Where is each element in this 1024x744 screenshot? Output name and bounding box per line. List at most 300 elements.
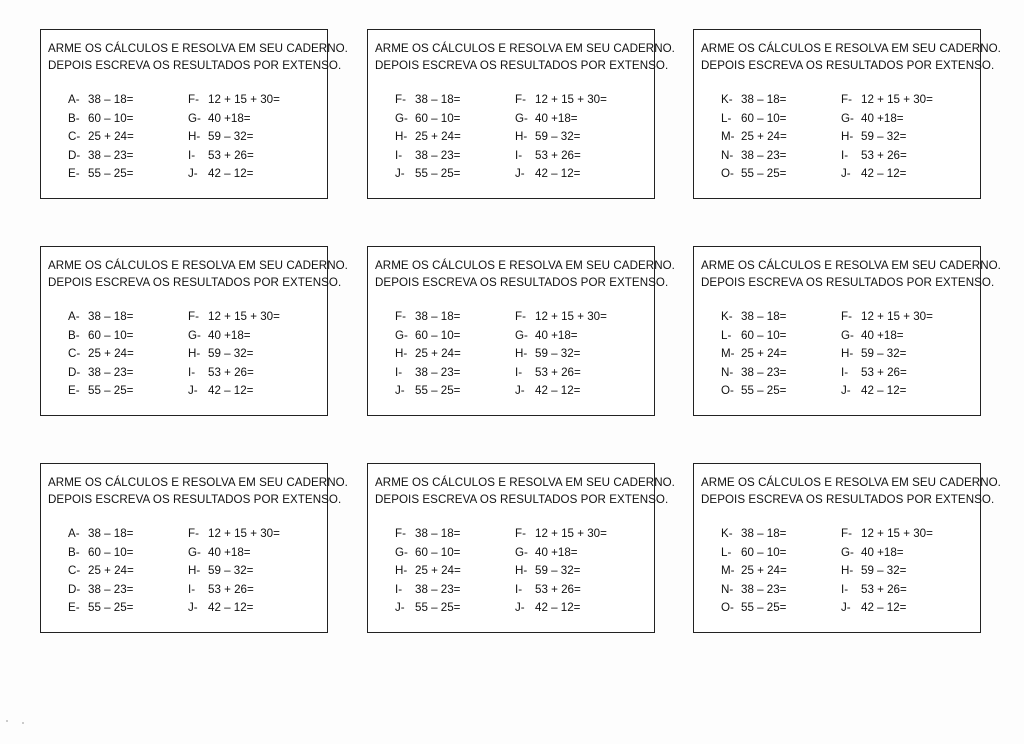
exercise-item <box>721 364 787 383</box>
exercise-item <box>395 562 461 581</box>
instruction-line: DEPOIS ESCREVA OS RESULTADOS POR EXTENSO. <box>48 493 342 506</box>
exercise-expression: 53 + 26= <box>535 365 581 379</box>
exercise-column-left <box>395 308 461 401</box>
exercise-label: D- <box>68 582 81 596</box>
exercise-expression: 38 – 18= <box>88 310 134 323</box>
exercise-item <box>841 327 933 346</box>
exercise-label: I- <box>841 582 849 596</box>
exercise-expression: 53 + 26= <box>208 365 254 379</box>
exercise-label: H- <box>188 130 201 144</box>
exercise-expression: 42 – 12= <box>535 601 581 615</box>
exercise-expression: 55 – 25= <box>88 384 134 398</box>
exercise-expression: 60 – 10= <box>415 328 461 342</box>
exercise-label: A- <box>68 93 80 106</box>
exercise-item <box>841 599 933 618</box>
exercise-item <box>515 91 607 110</box>
exercise-expression: 59 – 32= <box>861 564 907 578</box>
exercise-column-right <box>515 308 607 401</box>
card-instructions <box>48 474 348 508</box>
exercise-label: O- <box>721 601 734 615</box>
exercise-expression: 60 – 10= <box>741 111 787 125</box>
exercise-item <box>721 308 787 327</box>
exercise-expression: 38 – 18= <box>415 93 461 106</box>
exercise-label: G- <box>515 545 528 559</box>
exercise-expression: 40 +18= <box>861 111 904 125</box>
exercise-expression: 53 + 26= <box>535 148 581 162</box>
exercise-expression: 59 – 32= <box>861 347 907 361</box>
exercise-expression: 38 – 23= <box>415 148 461 162</box>
exercise-label: J- <box>188 167 198 181</box>
exercise-label: N- <box>721 582 734 596</box>
exercise-expression: 40 +18= <box>535 111 578 125</box>
exercise-card <box>40 29 348 199</box>
exercise-label: I- <box>395 148 403 162</box>
exercise-expression: 25 + 24= <box>741 564 787 578</box>
exercise-expression: 42 – 12= <box>208 384 254 398</box>
exercise-expression: 38 – 23= <box>741 365 787 379</box>
exercise-item <box>188 165 280 184</box>
exercise-label: I- <box>841 148 849 162</box>
exercise-label: G- <box>188 545 201 559</box>
exercise-label: H- <box>841 564 854 578</box>
card-instructions <box>375 40 675 74</box>
exercise-card <box>693 463 1001 633</box>
exercise-label: O- <box>721 167 734 181</box>
exercise-item <box>188 128 280 147</box>
exercise-expression: 42 – 12= <box>861 384 907 398</box>
exercise-label: F- <box>395 93 406 106</box>
exercise-expression: 55 – 25= <box>415 601 461 615</box>
exercise-label: L- <box>721 328 732 342</box>
exercise-expression: 40 +18= <box>208 545 251 559</box>
exercise-item <box>515 110 607 129</box>
exercise-item <box>841 110 933 129</box>
exercise-item <box>68 562 134 581</box>
exercise-item <box>395 91 461 110</box>
exercise-label: B- <box>68 111 80 125</box>
exercise-expression: 42 – 12= <box>535 167 581 181</box>
exercise-expression: 55 – 25= <box>88 601 134 615</box>
exercise-expression: 42 – 12= <box>208 167 254 181</box>
instruction-line: DEPOIS ESCREVA OS RESULTADOS POR EXTENSO. <box>48 276 342 289</box>
exercise-item <box>515 599 607 618</box>
exercise-label: I- <box>395 365 403 379</box>
exercise-item <box>721 147 787 166</box>
exercise-expression: 25 + 24= <box>415 564 461 578</box>
exercise-expression: 38 – 23= <box>88 365 134 379</box>
exercise-expression: 40 +18= <box>208 111 251 125</box>
exercise-column-left <box>721 308 787 401</box>
exercise-item <box>515 128 607 147</box>
exercise-card <box>367 246 675 416</box>
exercise-item <box>395 308 461 327</box>
exercise-label: F- <box>515 93 526 106</box>
instruction-line: ARME OS CÁLCULOS E RESOLVA EM SEU CADERNO. <box>701 476 1001 489</box>
exercise-item <box>188 599 280 618</box>
exercise-label: J- <box>188 384 198 398</box>
exercise-item <box>515 382 607 401</box>
exercise-item <box>68 364 134 383</box>
exercise-item <box>68 128 134 147</box>
exercise-item <box>395 165 461 184</box>
exercise-item <box>188 581 280 600</box>
exercise-label: G- <box>841 111 854 125</box>
exercise-label: F- <box>841 93 852 106</box>
exercise-expression: 12 + 15 + 30= <box>861 93 933 106</box>
exercise-item <box>395 110 461 129</box>
exercise-expression: 40 +18= <box>208 328 251 342</box>
exercise-expression: 38 – 18= <box>415 527 461 540</box>
exercise-expression: 55 – 25= <box>741 601 787 615</box>
instruction-line: DEPOIS ESCREVA OS RESULTADOS POR EXTENSO. <box>701 493 995 506</box>
exercise-column-left <box>68 525 134 618</box>
exercise-item <box>515 364 607 383</box>
exercise-expression: 25 + 24= <box>88 347 134 361</box>
exercise-column-right <box>188 525 280 618</box>
exercise-expression: 38 – 18= <box>741 527 787 540</box>
instruction-line: ARME OS CÁLCULOS E RESOLVA EM SEU CADERNO. <box>48 42 348 55</box>
exercise-item <box>841 165 933 184</box>
exercise-item <box>841 91 933 110</box>
exercise-label: H- <box>841 130 854 144</box>
exercise-label: F- <box>188 310 199 323</box>
exercise-item <box>68 544 134 563</box>
exercise-column-left <box>721 91 787 184</box>
exercise-expression: 40 +18= <box>861 328 904 342</box>
exercise-expression: 12 + 15 + 30= <box>208 527 280 540</box>
exercise-item <box>395 544 461 563</box>
exercise-label: I- <box>188 582 196 596</box>
exercise-expression: 55 – 25= <box>415 167 461 181</box>
exercise-item <box>721 345 787 364</box>
exercise-label: L- <box>721 545 732 559</box>
exercise-label: B- <box>68 328 80 342</box>
exercise-column-right <box>188 91 280 184</box>
card-instructions <box>701 40 1001 74</box>
exercise-item <box>68 308 134 327</box>
exercise-item <box>841 581 933 600</box>
exercise-item <box>721 544 787 563</box>
instruction-line: ARME OS CÁLCULOS E RESOLVA EM SEU CADERNO. <box>375 259 675 272</box>
exercise-item <box>395 364 461 383</box>
exercise-label: G- <box>515 111 528 125</box>
exercise-label: K- <box>721 527 733 540</box>
exercise-expression: 38 – 23= <box>415 582 461 596</box>
exercise-label: K- <box>721 93 733 106</box>
exercise-item <box>188 327 280 346</box>
instruction-line: ARME OS CÁLCULOS E RESOLVA EM SEU CADERNO. <box>701 259 1001 272</box>
exercise-expression: 60 – 10= <box>88 111 134 125</box>
exercise-expression: 25 + 24= <box>88 564 134 578</box>
exercise-item <box>515 544 607 563</box>
instruction-line: ARME OS CÁLCULOS E RESOLVA EM SEU CADERNO. <box>48 259 348 272</box>
exercise-column-left <box>721 525 787 618</box>
exercise-expression: 12 + 15 + 30= <box>535 93 607 106</box>
exercise-label: C- <box>68 564 81 578</box>
exercise-label: L- <box>721 111 732 125</box>
exercise-label: I- <box>188 365 196 379</box>
exercise-label: I- <box>395 582 403 596</box>
exercise-label: J- <box>515 167 525 181</box>
exercise-label: F- <box>515 310 526 323</box>
exercise-label: G- <box>188 111 201 125</box>
exercise-expression: 12 + 15 + 30= <box>535 527 607 540</box>
exercise-column-right <box>188 308 280 401</box>
exercise-label: J- <box>395 384 405 398</box>
exercise-expression: 25 + 24= <box>88 130 134 144</box>
exercise-item <box>721 581 787 600</box>
exercise-label: H- <box>395 130 408 144</box>
exercise-column-left <box>68 308 134 401</box>
exercise-item <box>188 147 280 166</box>
exercise-item <box>188 345 280 364</box>
exercise-item <box>841 128 933 147</box>
instruction-line: DEPOIS ESCREVA OS RESULTADOS POR EXTENSO. <box>48 59 342 72</box>
exercise-item <box>515 147 607 166</box>
exercise-label: A- <box>68 527 80 540</box>
exercise-item <box>841 562 933 581</box>
exercise-item <box>68 525 134 544</box>
exercise-label: J- <box>395 601 405 615</box>
exercise-item <box>395 382 461 401</box>
exercise-label: M- <box>721 130 735 144</box>
exercise-expression: 38 – 23= <box>88 582 134 596</box>
exercise-card <box>367 463 675 633</box>
exercise-label: G- <box>395 111 408 125</box>
exercise-label: D- <box>68 148 81 162</box>
card-instructions <box>375 474 675 508</box>
exercise-item <box>395 327 461 346</box>
exercise-item <box>515 581 607 600</box>
exercise-label: G- <box>395 328 408 342</box>
exercise-expression: 38 – 18= <box>741 310 787 323</box>
exercise-item <box>515 327 607 346</box>
exercise-column-left <box>68 91 134 184</box>
scan-speck <box>6 720 8 722</box>
exercise-expression: 55 – 25= <box>741 384 787 398</box>
exercise-expression: 59 – 32= <box>208 564 254 578</box>
exercise-expression: 55 – 25= <box>415 384 461 398</box>
exercise-label: F- <box>188 527 199 540</box>
exercise-card <box>40 463 348 633</box>
exercise-label: N- <box>721 148 734 162</box>
exercise-item <box>68 345 134 364</box>
instruction-line: ARME OS CÁLCULOS E RESOLVA EM SEU CADERNO. <box>701 42 1001 55</box>
exercise-label: J- <box>841 167 851 181</box>
exercise-card <box>40 246 348 416</box>
exercise-expression: 59 – 32= <box>208 130 254 144</box>
exercise-item <box>395 128 461 147</box>
exercise-label: A- <box>68 310 80 323</box>
exercise-label: F- <box>188 93 199 106</box>
exercise-column-right <box>515 525 607 618</box>
exercise-label: E- <box>68 384 80 398</box>
exercise-label: J- <box>188 601 198 615</box>
exercise-column-right <box>515 91 607 184</box>
exercise-label: J- <box>515 601 525 615</box>
exercise-item <box>395 147 461 166</box>
exercise-item <box>841 525 933 544</box>
exercise-expression: 40 +18= <box>861 545 904 559</box>
exercise-expression: 60 – 10= <box>415 545 461 559</box>
exercise-item <box>515 308 607 327</box>
exercise-item <box>841 382 933 401</box>
exercise-label: F- <box>395 527 406 540</box>
exercise-item <box>841 544 933 563</box>
exercise-item <box>188 364 280 383</box>
exercise-expression: 42 – 12= <box>861 167 907 181</box>
exercise-label: H- <box>515 347 528 361</box>
exercise-label: H- <box>841 347 854 361</box>
exercise-label: C- <box>68 347 81 361</box>
exercise-expression: 38 – 23= <box>415 365 461 379</box>
exercise-expression: 38 – 23= <box>88 148 134 162</box>
exercise-column-left <box>395 525 461 618</box>
exercise-label: J- <box>395 167 405 181</box>
exercise-item <box>841 364 933 383</box>
exercise-label: F- <box>841 527 852 540</box>
exercise-expression: 38 – 18= <box>741 93 787 106</box>
exercise-expression: 42 – 12= <box>208 601 254 615</box>
exercise-column-right <box>841 525 933 618</box>
exercise-expression: 53 + 26= <box>208 582 254 596</box>
exercise-label: C- <box>68 130 81 144</box>
exercise-label: M- <box>721 564 735 578</box>
exercise-item <box>68 327 134 346</box>
exercise-item <box>721 91 787 110</box>
exercise-item <box>515 345 607 364</box>
exercise-item <box>721 128 787 147</box>
exercise-expression: 12 + 15 + 30= <box>208 93 280 106</box>
exercise-label: G- <box>841 328 854 342</box>
exercise-label: I- <box>515 148 523 162</box>
exercise-item <box>188 110 280 129</box>
exercise-item <box>395 525 461 544</box>
card-instructions <box>701 474 1001 508</box>
scan-speck <box>22 722 24 724</box>
exercise-expression: 12 + 15 + 30= <box>861 310 933 323</box>
exercise-item <box>841 147 933 166</box>
exercise-expression: 12 + 15 + 30= <box>861 527 933 540</box>
exercise-item <box>721 599 787 618</box>
exercise-item <box>841 308 933 327</box>
card-instructions <box>48 40 348 74</box>
exercise-label: F- <box>841 310 852 323</box>
instruction-line: ARME OS CÁLCULOS E RESOLVA EM SEU CADERNO. <box>375 42 675 55</box>
exercise-label: M- <box>721 347 735 361</box>
exercise-item <box>68 165 134 184</box>
exercise-expression: 38 – 23= <box>741 582 787 596</box>
exercise-item <box>188 562 280 581</box>
instruction-line: DEPOIS ESCREVA OS RESULTADOS POR EXTENSO. <box>375 59 669 72</box>
exercise-label: J- <box>515 384 525 398</box>
exercise-item <box>841 345 933 364</box>
card-instructions <box>375 257 675 291</box>
exercise-expression: 12 + 15 + 30= <box>208 310 280 323</box>
exercise-label: I- <box>188 148 196 162</box>
exercise-label: J- <box>841 601 851 615</box>
exercise-expression: 42 – 12= <box>861 601 907 615</box>
exercise-item <box>721 110 787 129</box>
exercise-expression: 60 – 10= <box>741 545 787 559</box>
exercise-item <box>188 382 280 401</box>
exercise-expression: 60 – 10= <box>88 328 134 342</box>
instruction-line: DEPOIS ESCREVA OS RESULTADOS POR EXTENSO. <box>375 493 669 506</box>
exercise-expression: 12 + 15 + 30= <box>535 310 607 323</box>
exercise-column-left <box>395 91 461 184</box>
exercise-expression: 53 + 26= <box>861 148 907 162</box>
exercise-label: I- <box>841 365 849 379</box>
exercise-label: F- <box>395 310 406 323</box>
exercise-label: H- <box>188 347 201 361</box>
exercise-expression: 59 – 32= <box>535 564 581 578</box>
instruction-line: DEPOIS ESCREVA OS RESULTADOS POR EXTENSO. <box>375 276 669 289</box>
exercise-item <box>395 581 461 600</box>
exercise-expression: 38 – 18= <box>88 93 134 106</box>
exercise-label: J- <box>841 384 851 398</box>
card-instructions <box>48 257 348 291</box>
exercise-card <box>367 29 675 199</box>
exercise-expression: 53 + 26= <box>535 582 581 596</box>
exercise-label: N- <box>721 365 734 379</box>
exercise-expression: 40 +18= <box>535 545 578 559</box>
exercise-label: B- <box>68 545 80 559</box>
exercise-expression: 40 +18= <box>535 328 578 342</box>
exercise-column-right <box>841 308 933 401</box>
exercise-item <box>188 544 280 563</box>
instruction-line: ARME OS CÁLCULOS E RESOLVA EM SEU CADERNO. <box>48 476 348 489</box>
exercise-expression: 42 – 12= <box>535 384 581 398</box>
exercise-label: E- <box>68 601 80 615</box>
exercise-expression: 60 – 10= <box>415 111 461 125</box>
exercise-label: H- <box>188 564 201 578</box>
exercise-item <box>721 562 787 581</box>
exercise-item <box>68 147 134 166</box>
exercise-label: O- <box>721 384 734 398</box>
exercise-item <box>515 165 607 184</box>
exercise-expression: 60 – 10= <box>88 545 134 559</box>
exercise-label: E- <box>68 167 80 181</box>
exercise-item <box>395 345 461 364</box>
exercise-expression: 55 – 25= <box>741 167 787 181</box>
exercise-item <box>68 599 134 618</box>
exercise-label: G- <box>188 328 201 342</box>
exercise-expression: 59 – 32= <box>535 130 581 144</box>
exercise-expression: 59 – 32= <box>208 347 254 361</box>
exercise-item <box>395 599 461 618</box>
exercise-expression: 25 + 24= <box>741 347 787 361</box>
exercise-label: H- <box>395 347 408 361</box>
instruction-line: ARME OS CÁLCULOS E RESOLVA EM SEU CADERNO. <box>375 476 675 489</box>
instruction-line: DEPOIS ESCREVA OS RESULTADOS POR EXTENSO. <box>701 276 995 289</box>
exercise-expression: 25 + 24= <box>415 130 461 144</box>
exercise-label: D- <box>68 365 81 379</box>
exercise-card <box>693 246 1001 416</box>
exercise-item <box>68 110 134 129</box>
exercise-label: F- <box>515 527 526 540</box>
exercise-expression: 38 – 18= <box>415 310 461 323</box>
exercise-expression: 59 – 32= <box>861 130 907 144</box>
exercise-item <box>188 91 280 110</box>
exercise-item <box>721 327 787 346</box>
exercise-label: K- <box>721 310 733 323</box>
exercise-item <box>188 525 280 544</box>
exercise-item <box>721 525 787 544</box>
exercise-item <box>721 382 787 401</box>
exercise-item <box>68 581 134 600</box>
exercise-expression: 59 – 32= <box>535 347 581 361</box>
exercise-expression: 25 + 24= <box>415 347 461 361</box>
